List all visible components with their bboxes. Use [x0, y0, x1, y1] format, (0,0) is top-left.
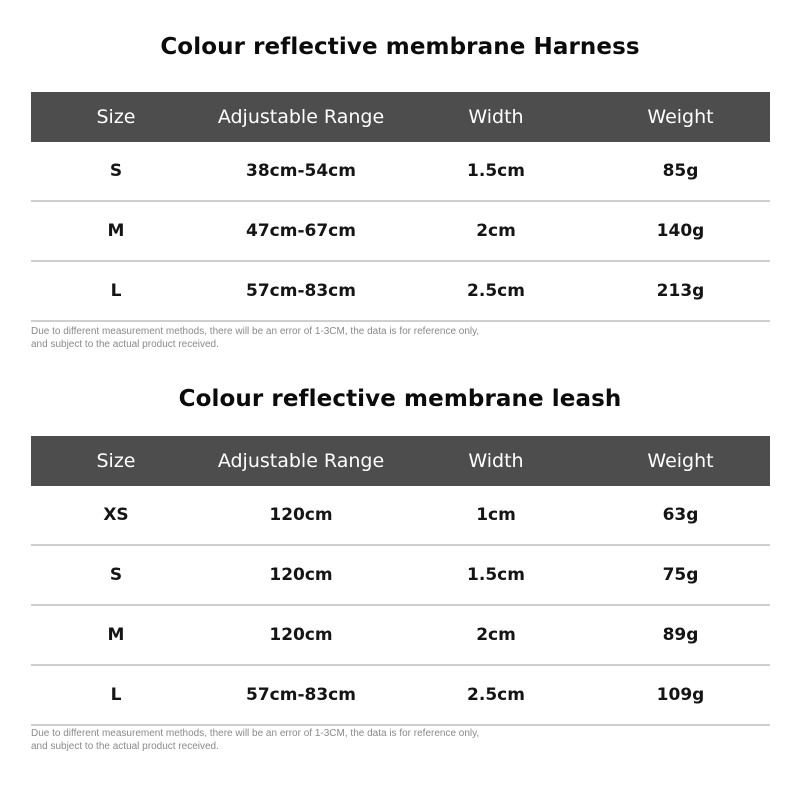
header-adjustable-range: Adjustable Range [217, 106, 385, 128]
table-row [31, 202, 770, 262]
cell-adjustable-range: 47cm-67cm [246, 221, 356, 241]
cell-size: M [107, 625, 125, 645]
cell-adjustable-range: 120cm [269, 625, 333, 645]
cell-width: 1cm [476, 505, 516, 525]
leash-size-table [31, 436, 770, 726]
header-weight: Weight [647, 450, 714, 472]
header-width: Width [468, 450, 524, 472]
leash-measurement-note [31, 727, 631, 753]
note-line: and subject to the actual product received. [31, 339, 219, 350]
cell-adjustable-range: 57cm-83cm [246, 281, 356, 301]
cell-weight: 85g [662, 161, 699, 181]
cell-width: 2.5cm [467, 281, 525, 301]
cell-weight: 213g [656, 281, 705, 301]
leash-table-header [31, 436, 770, 486]
cell-width: 2cm [476, 625, 516, 645]
cell-width: 1.5cm [467, 161, 525, 181]
cell-size: L [110, 281, 122, 301]
cell-adjustable-range: 120cm [269, 565, 333, 585]
cell-size: S [109, 565, 123, 585]
cell-width: 2cm [476, 221, 516, 241]
harness-table-header [31, 92, 770, 142]
harness-title: Colour reflective membrane Harness [160, 34, 640, 60]
cell-width: 2.5cm [467, 685, 525, 705]
header-adjustable-range: Adjustable Range [217, 450, 385, 472]
cell-size: M [107, 221, 125, 241]
cell-adjustable-range: 57cm-83cm [246, 685, 356, 705]
cell-size: S [109, 161, 123, 181]
cell-weight: 63g [662, 505, 699, 525]
header-size: Size [96, 450, 136, 472]
cell-width: 1.5cm [467, 565, 525, 585]
note-line: Due to different measurement methods, there will be an error of 1-3CM, the data is for reference only, [31, 728, 480, 739]
table-row [31, 666, 770, 726]
cell-weight: 140g [656, 221, 705, 241]
table-row [31, 606, 770, 666]
note-line: Due to different measurement methods, there will be an error of 1-3CM, the data is for reference only, [31, 326, 480, 337]
cell-weight: 89g [662, 625, 699, 645]
table-row [31, 142, 770, 202]
table-row [31, 262, 770, 322]
header-size: Size [96, 106, 136, 128]
leash-title: Colour reflective membrane leash [178, 386, 622, 412]
table-row [31, 546, 770, 606]
harness-size-table [31, 92, 770, 322]
cell-weight: 109g [656, 685, 705, 705]
note-line: and subject to the actual product received. [31, 741, 219, 752]
cell-adjustable-range: 38cm-54cm [246, 161, 356, 181]
cell-size: L [110, 685, 122, 705]
header-weight: Weight [647, 106, 714, 128]
harness-measurement-note [31, 325, 631, 351]
cell-weight: 75g [662, 565, 699, 585]
cell-adjustable-range: 120cm [269, 505, 333, 525]
table-row [31, 486, 770, 546]
header-width: Width [468, 106, 524, 128]
cell-size: XS [103, 505, 129, 525]
